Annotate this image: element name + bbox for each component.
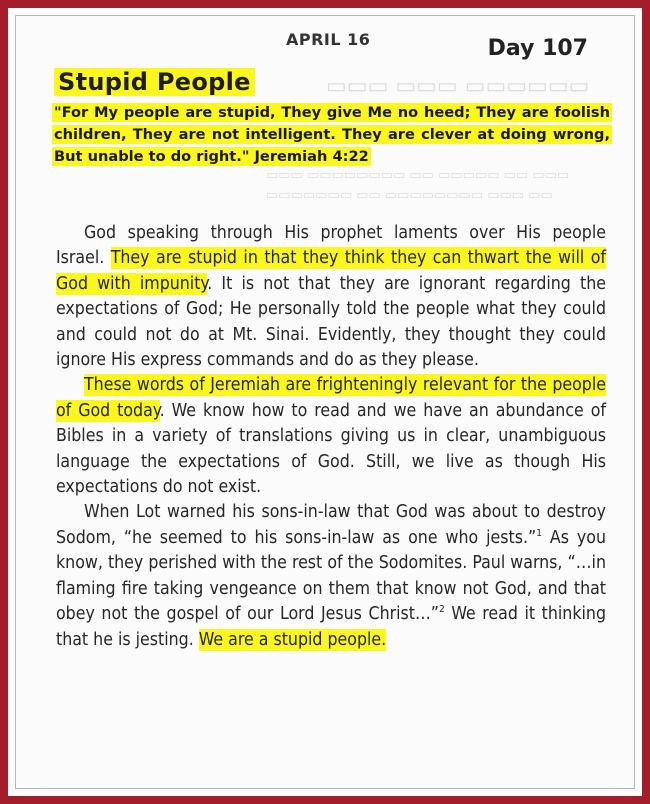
header-date: APRIL 16 [286,30,371,49]
body-text: As you know, they perished with the rest of the Sodomites. Paul warns, “…in flaming fire taking vengeance on them that know not God, and that obey not the gospel of our Lord Jesus Christ…” [56,527,606,625]
page-title [54,68,255,96]
header-day-number: Day 107 [487,36,588,61]
body-text: We read it thinking that he is jesting. [56,604,606,650]
highlighted-text: These words of Jeremiah are frighteningly relevant for the people of God today [56,375,606,421]
body-text: When Lot warned his sons-in-law that God was about to destroy Sodom, “he seemed to his sons-in-law as one who jests.” [56,502,606,548]
body-paragraph [56,221,606,373]
highlighted-text: They are stupid in that they think they can thwart the will of God with impunity [56,248,606,294]
devotional-body [56,221,606,653]
scripture-verse-text: "For My people are stupid, They give Me no heed; They are foolish children, They are not intelligent. They are clever at doing wrong, But unable to do right." Jeremiah 4:22 [54,104,610,165]
footnote-marker: 1 [536,528,542,540]
bleed-through-decoration-2: ▭▭▭ ▭▭▭▭▭▭▭▭ ▭▭ ▭▭▭▭▭ ▭▭ ▭▭▭ ▭▭▭▭▭▭▭ ▭▭ ▭▭▭▭▭▭▭▭ ▭▭▭ ▭▭ [266,168,570,203]
body-text: . It is not that they are ignorant regarding the expectations of God; He personally told the people what they could and could not do at Mt. Sinai. Evidently, they thought they could ignore His express commands and do as they please. [56,273,606,371]
page-title-text: Stupid People [54,68,255,96]
highlighted-text: We are a stupid people. [198,629,387,650]
bleed-through-decoration: ▭▭▭ ▭▭▭ ▭▭▭▭▭▭ [326,74,590,99]
body-text: God speaking through His prophet laments over His people Israel. [56,223,606,269]
scripture-verse [52,102,612,168]
body-paragraph [56,373,606,500]
body-text: . We know how to read and we have an abundance of Bibles in a variety of translations giving us in clear, unambiguous language the expectations of God. Still, we live as though His expectations do not exist. [56,400,606,498]
body-paragraph [56,500,606,652]
footnote-marker: 2 [438,604,445,616]
page-scan [15,15,635,789]
